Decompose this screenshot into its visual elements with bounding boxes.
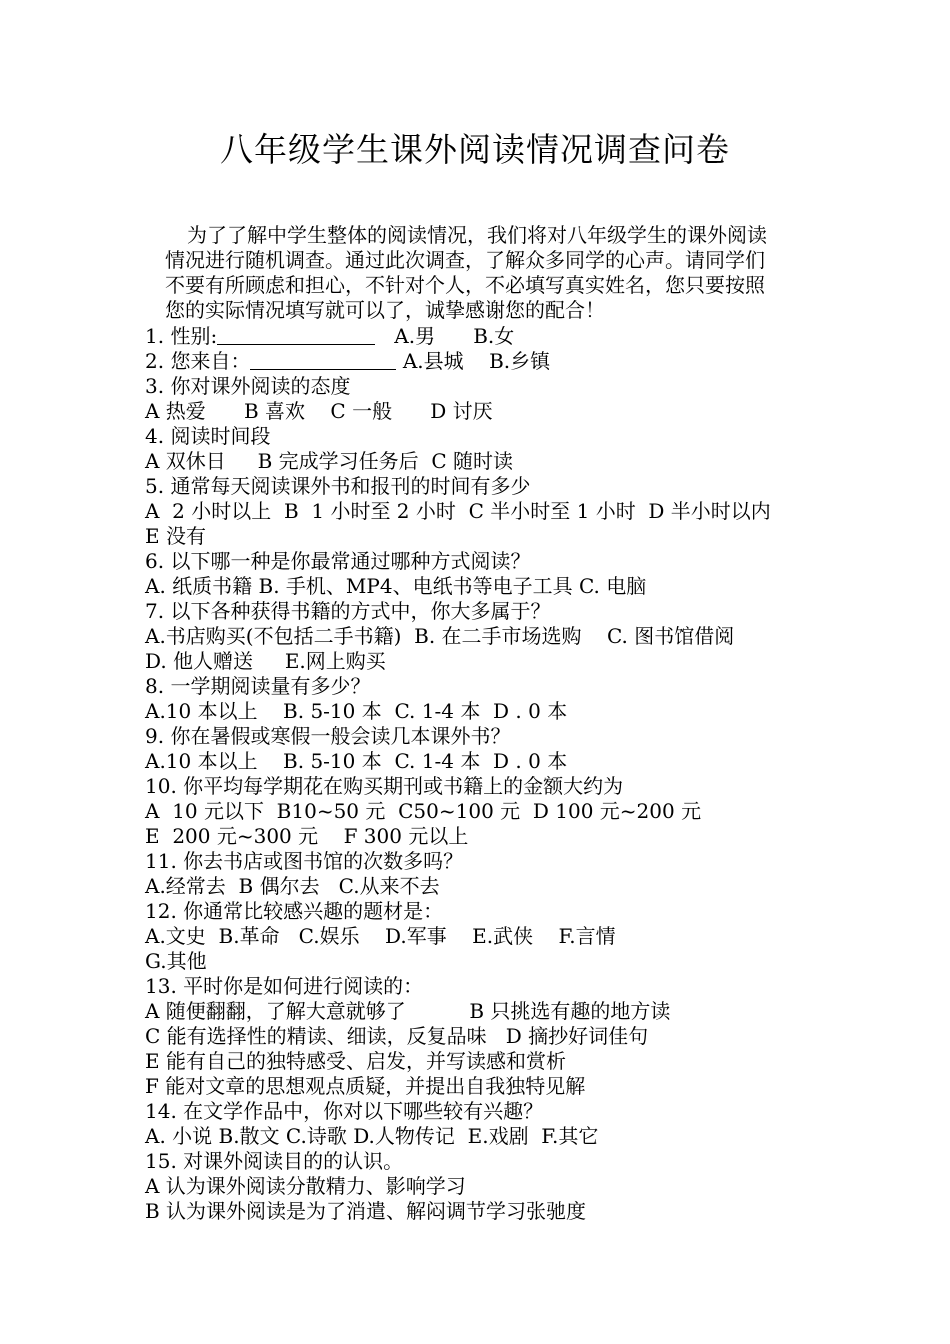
question-line: A 双休日 B 完成学习任务后 C 随时读 xyxy=(145,449,514,473)
option-county: A.县城 xyxy=(402,349,464,373)
question-line: A.文史 B.革命 C.娱乐 D.军事 E.武侠 F.言情 xyxy=(145,924,616,948)
question-line: A 10 元以下 B10~50 元 C50~100 元 D 100 元~200 元 xyxy=(145,799,702,823)
question-label: 1. 性别: xyxy=(145,324,218,348)
question-line: 7. 以下各种获得书籍的方式中，你大多属于？ xyxy=(145,599,551,623)
question-line: A. 小说 B.散文 C.诗歌 D.人物传记 E.戏剧 F.其它 xyxy=(145,1124,599,1148)
option-male: A.男 xyxy=(394,324,436,348)
question-line: A 认为课外阅读分散精力、影响学习 xyxy=(145,1174,466,1198)
intro-line: 不要有所顾虑和担心，不针对个人，不必填写真实姓名，您只要按照 xyxy=(165,273,765,297)
question-line: B 认为课外阅读是为了消遣、解闷调节学习张驰度 xyxy=(145,1199,587,1223)
question-line: A.10 本以上 B. 5-10 本 C. 1-4 本 D . 0 本 xyxy=(145,749,568,773)
question-line: 11. 你去书店或图书馆的次数多吗？ xyxy=(145,849,464,873)
question-line: D. 他人赠送 E.网上购买 xyxy=(145,649,386,673)
intro-line: 情况进行随机调查。通过此次调查，了解众多同学的心声。请同学们 xyxy=(165,248,765,272)
question-line: 10. 你平均每学期花在购买期刊或书籍上的金额大约为 xyxy=(145,774,624,798)
question-line: A.10 本以上 B. 5-10 本 C. 1-4 本 D . 0 本 xyxy=(145,699,568,723)
origin-blank[interactable] xyxy=(250,349,396,370)
option-female: B.女 xyxy=(473,324,515,348)
question-line: A 2 小时以上 B 1 小时至 2 小时 C 半小时至 1 小时 D 半小时以内 xyxy=(145,499,771,523)
question-gender xyxy=(145,324,815,349)
question-line: A.经常去 B 偶尔去 C.从来不去 xyxy=(145,874,440,898)
question-line: A 热爱 B 喜欢 C 一般 D 讨厌 xyxy=(145,399,493,423)
question-line: 4. 阅读时间段 xyxy=(145,424,271,448)
question-line: C 能有选择性的精读、细读，反复品味 D 摘抄好词佳句 xyxy=(145,1024,649,1048)
question-line: 9. 你在暑假或寒假一般会读几本课外书？ xyxy=(145,724,511,748)
gender-blank[interactable] xyxy=(217,324,375,345)
intro-paragraph xyxy=(145,223,810,323)
question-line: 14. 在文学作品中，你对以下哪些较有兴趣？ xyxy=(145,1099,544,1123)
question-line: 8. 一学期阅读量有多少？ xyxy=(145,674,371,698)
question-line: G.其他 xyxy=(145,949,207,973)
question-line: 15. 对课外阅读目的的认识。 xyxy=(145,1149,404,1173)
question-line: 5. 通常每天阅读课外书和报刊的时间有多少 xyxy=(145,474,531,498)
question-list xyxy=(145,324,815,1224)
question-line: A 随便翻翻，了解大意就够了 B 只挑选有趣的地方读 xyxy=(145,999,671,1023)
question-line: E 200 元~300 元 F 300 元以上 xyxy=(145,824,469,848)
intro-line: 为了了解中学生整体的阅读情况，我们将对八年级学生的课外阅读 xyxy=(187,223,767,247)
question-line: E 没有 xyxy=(145,524,206,548)
question-line: 13. 平时你是如何进行阅读的： xyxy=(145,974,424,998)
question-line: E 能有自己的独特感受、启发，并写读感和赏析 xyxy=(145,1049,566,1073)
intro-line: 您的实际情况填写就可以了，诚挚感谢您的配合！ xyxy=(165,298,605,322)
question-line: 12. 你通常比较感兴趣的题材是： xyxy=(145,899,444,923)
option-township: B.乡镇 xyxy=(489,349,551,373)
question-origin xyxy=(145,349,815,374)
question-line: F 能对文章的思想观点质疑，并提出自我独特见解 xyxy=(145,1074,586,1098)
question-line: 6. 以下哪一种是你最常通过哪种方式阅读？ xyxy=(145,549,531,573)
document-title: 八年级学生课外阅读情况调查问卷 xyxy=(220,130,730,169)
question-line: 3. 你对课外阅读的态度 xyxy=(145,374,351,398)
question-line: A. 纸质书籍 B. 手机、MP4、电纸书等电子工具 C. 电脑 xyxy=(145,574,647,598)
question-label: 2. 您来自： xyxy=(145,349,251,373)
question-line: A.书店购买(不包括二手书籍) B. 在二手市场选购 C. 图书馆借阅 xyxy=(145,624,735,648)
